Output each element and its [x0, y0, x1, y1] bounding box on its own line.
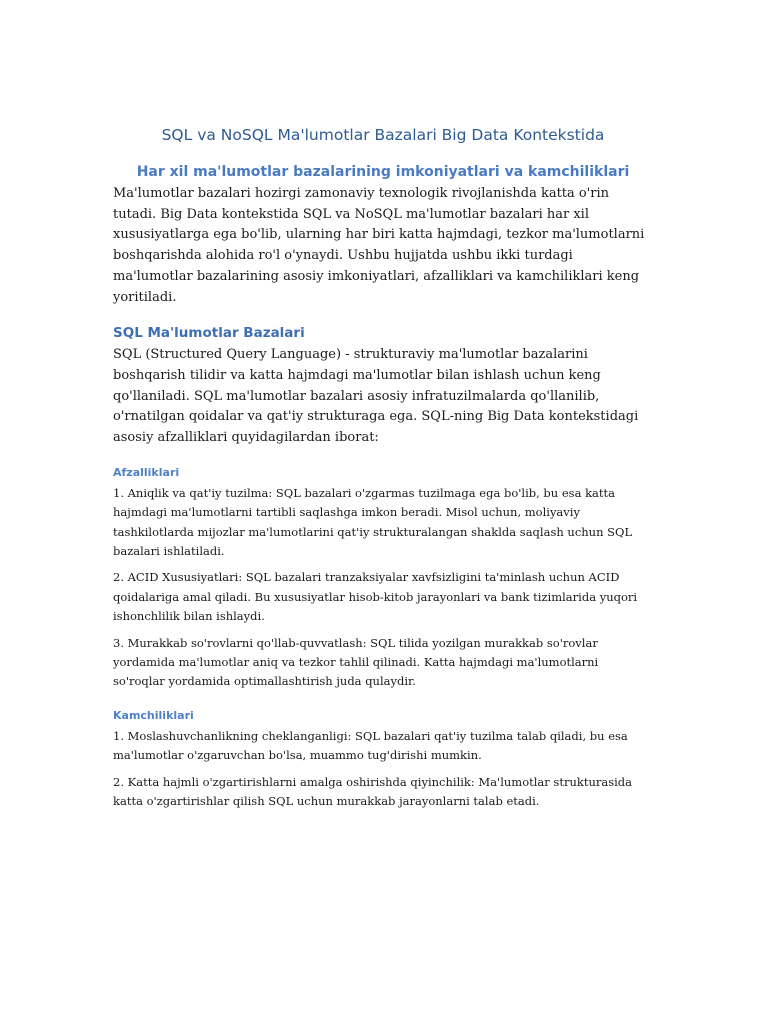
advantages-heading: Afzalliklari — [113, 465, 180, 479]
disadvantages-heading: Kamchiliklari — [113, 708, 194, 722]
advantage-item: 2. ACID Xususiyatlari: SQL bazalari tranzaksiyalar xavfsizligini ta'minlash uchun ACID qoidalariga amal qiladi. Bu xususiyatlar hisob-kitob jarayonlari va bank tizimlarida yuqori ishonchlilik bilan ishlaydi. — [113, 570, 638, 624]
document-page — [113, 124, 653, 811]
intro-paragraph: Ma'lumotlar bazalari hozirgi zamonaviy texnologik rivojlanishda katta o'rin tutadi. Big Data kontekstida SQL va NoSQL ma'lumotlar bazalari har xil xususiyatlarga ega bo'lib, ularning har biri katta hajmdagi, tezkor ma'lumotlarni boshqarishda alohida ro'l o'ynaydi. Ushbu hujjatda ushbu ikki turdagi ma'lumotlar bazalarining asosiy imkoniyatlari, afzalliklari va kamchiliklari keng yoritiladi. — [113, 186, 645, 305]
sql-section-heading: SQL Ma'lumotlar Bazalari — [113, 325, 305, 342]
document-subtitle: Har xil ma'lumotlar bazalarining imkoniyatlari va kamchiliklari — [136, 164, 630, 180]
advantage-item: 3. Murakkab so'rovlarni qo'llab-quvvatlash: SQL tilida yozilgan murakkab so'rovlar yordamida ma'lumotlar aniq va tezkor tahlil qilinadi. Katta hajmdagi ma'lumotlarni so'roqlar yordamida optimallashtirish juda qulaydir. — [113, 635, 599, 689]
disadvantage-item: 1. Moslashuvchanlikning cheklanganligi: SQL bazalari qat'iy tuzilma talab qiladi, bu esa ma'lumotlar o'zgaruvchan bo'lsa, muammo tug'dirishi mumkin. — [113, 728, 628, 763]
disadvantage-item: 2. Katta hajmli o'zgartirishlarni amalga oshirishda qiyinchilik: Ma'lumotlar strukturasida katta o'zgartirishlar qilish SQL uchun murakkab jarayonlarni talab etadi. — [113, 774, 633, 809]
sql-section-body: SQL (Structured Query Language) - strukturaviy ma'lumotlar bazalarini boshqarish tilidir va katta hajmdagi ma'lumotlar bilan ishlash uchun keng qo'llaniladi. SQL ma'lumotlar bazalari asosiy infratuzilmalarda qo'llanilib, o'rnatilgan qoidalar va qat'iy strukturaga ega. SQL-ning Big Data kontekstidagi asosiy afzalliklari quyidagilardan iborat: — [113, 347, 639, 446]
document-title: SQL va NoSQL Ma'lumotlar Bazalari Big Data Kontekstida — [161, 126, 605, 144]
advantage-item: 1. Aniqlik va qat'iy tuzilma: SQL bazalari o'zgarmas tuzilmaga ega bo'lib, bu esa katta hajmdagi ma'lumotlarni tartibli saqlashga imkon beradi. Misol uchun, moliyaviy tashkilotlarda mijozlar ma'lumotlarini qat'iy strukturalangan shaklda saqlash uchun SQL bazalari ishlatiladi. — [113, 485, 633, 558]
